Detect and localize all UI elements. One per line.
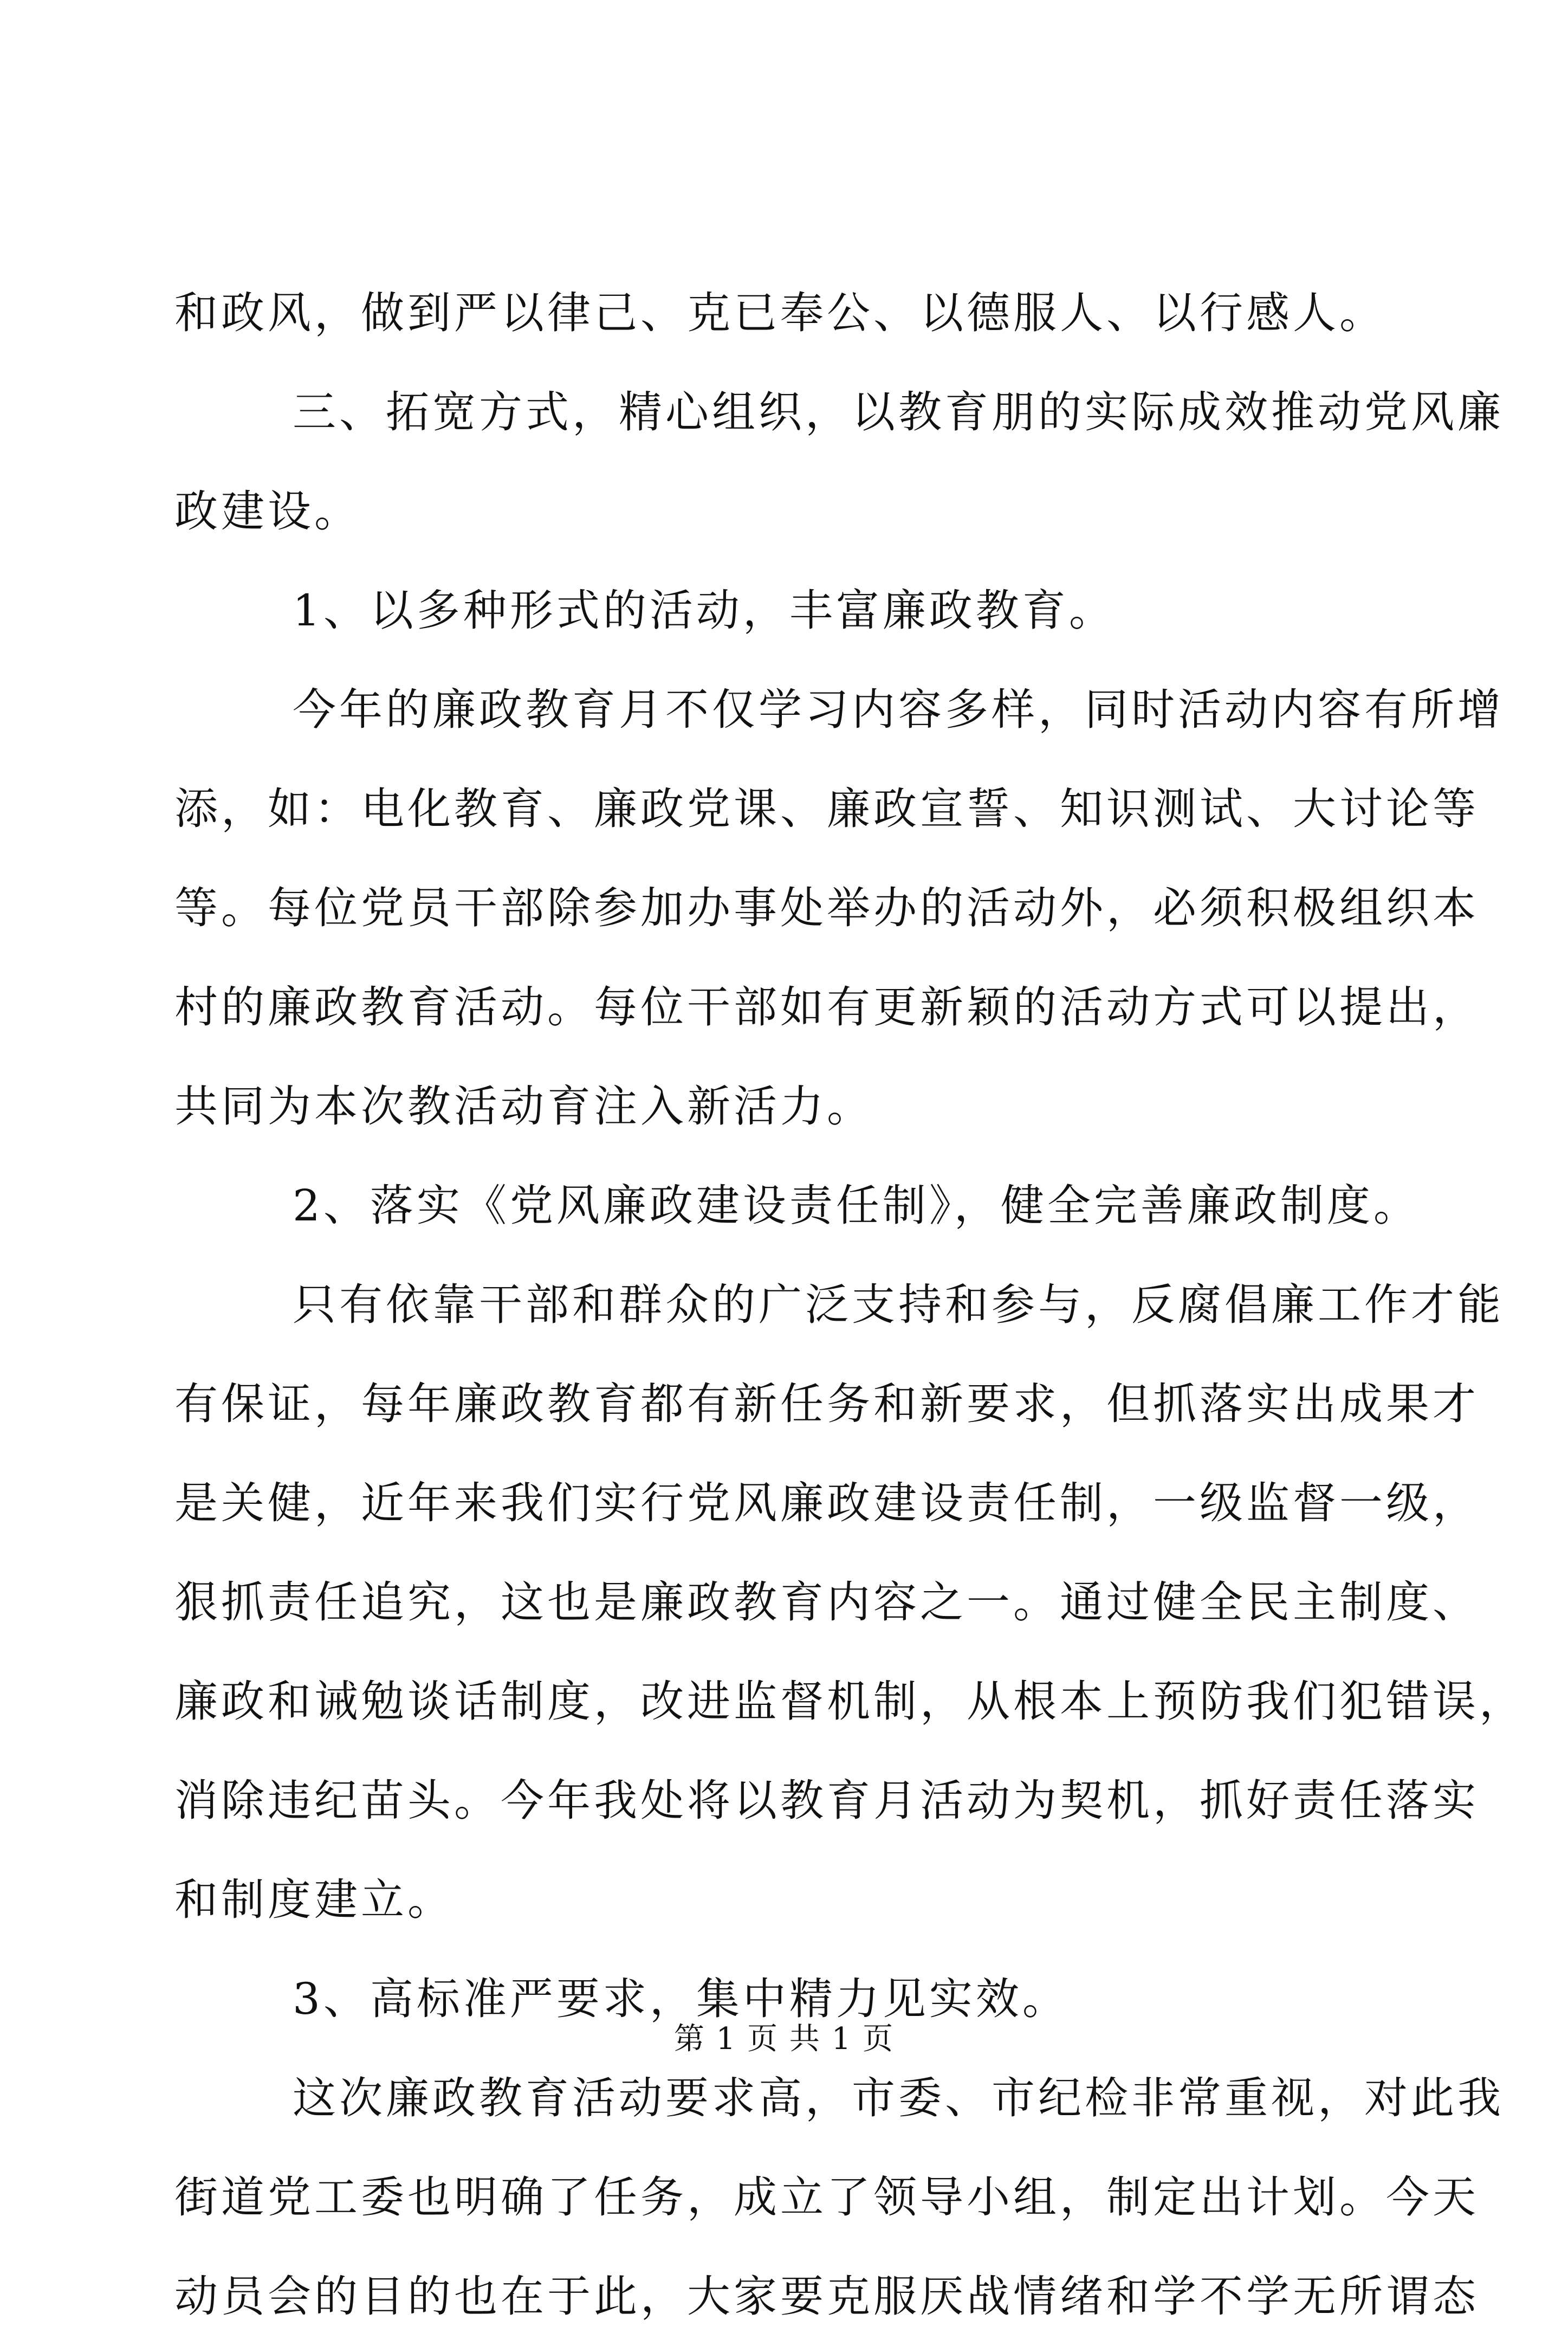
text-line: 和制度建立。 <box>174 1875 454 1925</box>
text-line: 狠抓责任追究，这也是廉政教育内容之一。通过健全民主制度、 <box>174 1577 1479 1627</box>
section-heading-continued: 政建设。 <box>174 486 361 537</box>
text-line: 等。每位党员干部除参加办事处举办的活动外，必须积极组织本 <box>174 883 1479 933</box>
subheading-1: 1、以多种形式的活动，丰富廉政教育。 <box>293 585 1116 636</box>
text-line: 今年的廉政教育月不仅学习内容多样，同时活动内容有所增 <box>293 684 1504 735</box>
section-heading: 三、拓宽方式，精心组织，以教育朋的实际成效推动党风廉 <box>293 387 1504 437</box>
text-line: 村的廉政教育活动。每位干部如有更新颖的活动方式可以提出， <box>174 982 1479 1032</box>
subheading-3: 3、高标准严要求，集中精力见实效。 <box>293 1974 1069 2024</box>
text-line: 是关健，近年来我们实行党风廉政建设责任制，一级监督一级， <box>174 1478 1479 1528</box>
text-line: 和政风，做到严以律己、克已奉公、以德服人、以行感人。 <box>174 288 1386 338</box>
text-line: 只有依靠干部和群众的广泛支持和参与，反腐倡廉工作才能 <box>293 1279 1504 1330</box>
subheading-2: 2、落实《党风廉政建设责任制》，健全完善廉政制度。 <box>293 1180 1420 1231</box>
text-line: 廉政和诫勉谈话制度，改进监督机制，从根本上预防我们犯错误， <box>174 1676 1526 1727</box>
page-number-label: 第 1 页 共 1 页 <box>673 2021 895 2057</box>
page-footer <box>0 2020 1568 2058</box>
text-line: 有保证，每年廉政教育都有新任务和新要求，但抓落实出成果才 <box>174 1379 1479 1429</box>
text-line: 动员会的目的也在于此，大家要克服厌战情绪和学不学无所谓态 <box>174 2271 1479 2322</box>
text-line: 添，如：电化教育、廉政党课、廉政宣誓、知识测试、大讨论等 <box>174 784 1479 834</box>
text-line: 共同为本次教活动育注入新活力。 <box>174 1081 873 1132</box>
text-line: 消除违纪苗头。今年我处将以教育月活动为契机，抓好责任落实 <box>174 1775 1479 1826</box>
text-line: 这次廉政教育活动要求高，市委、市纪检非常重视，对此我 <box>293 2073 1504 2123</box>
text-line: 街道党工委也明确了任务，成立了领导小组，制定出计划。今天 <box>174 2172 1479 2222</box>
